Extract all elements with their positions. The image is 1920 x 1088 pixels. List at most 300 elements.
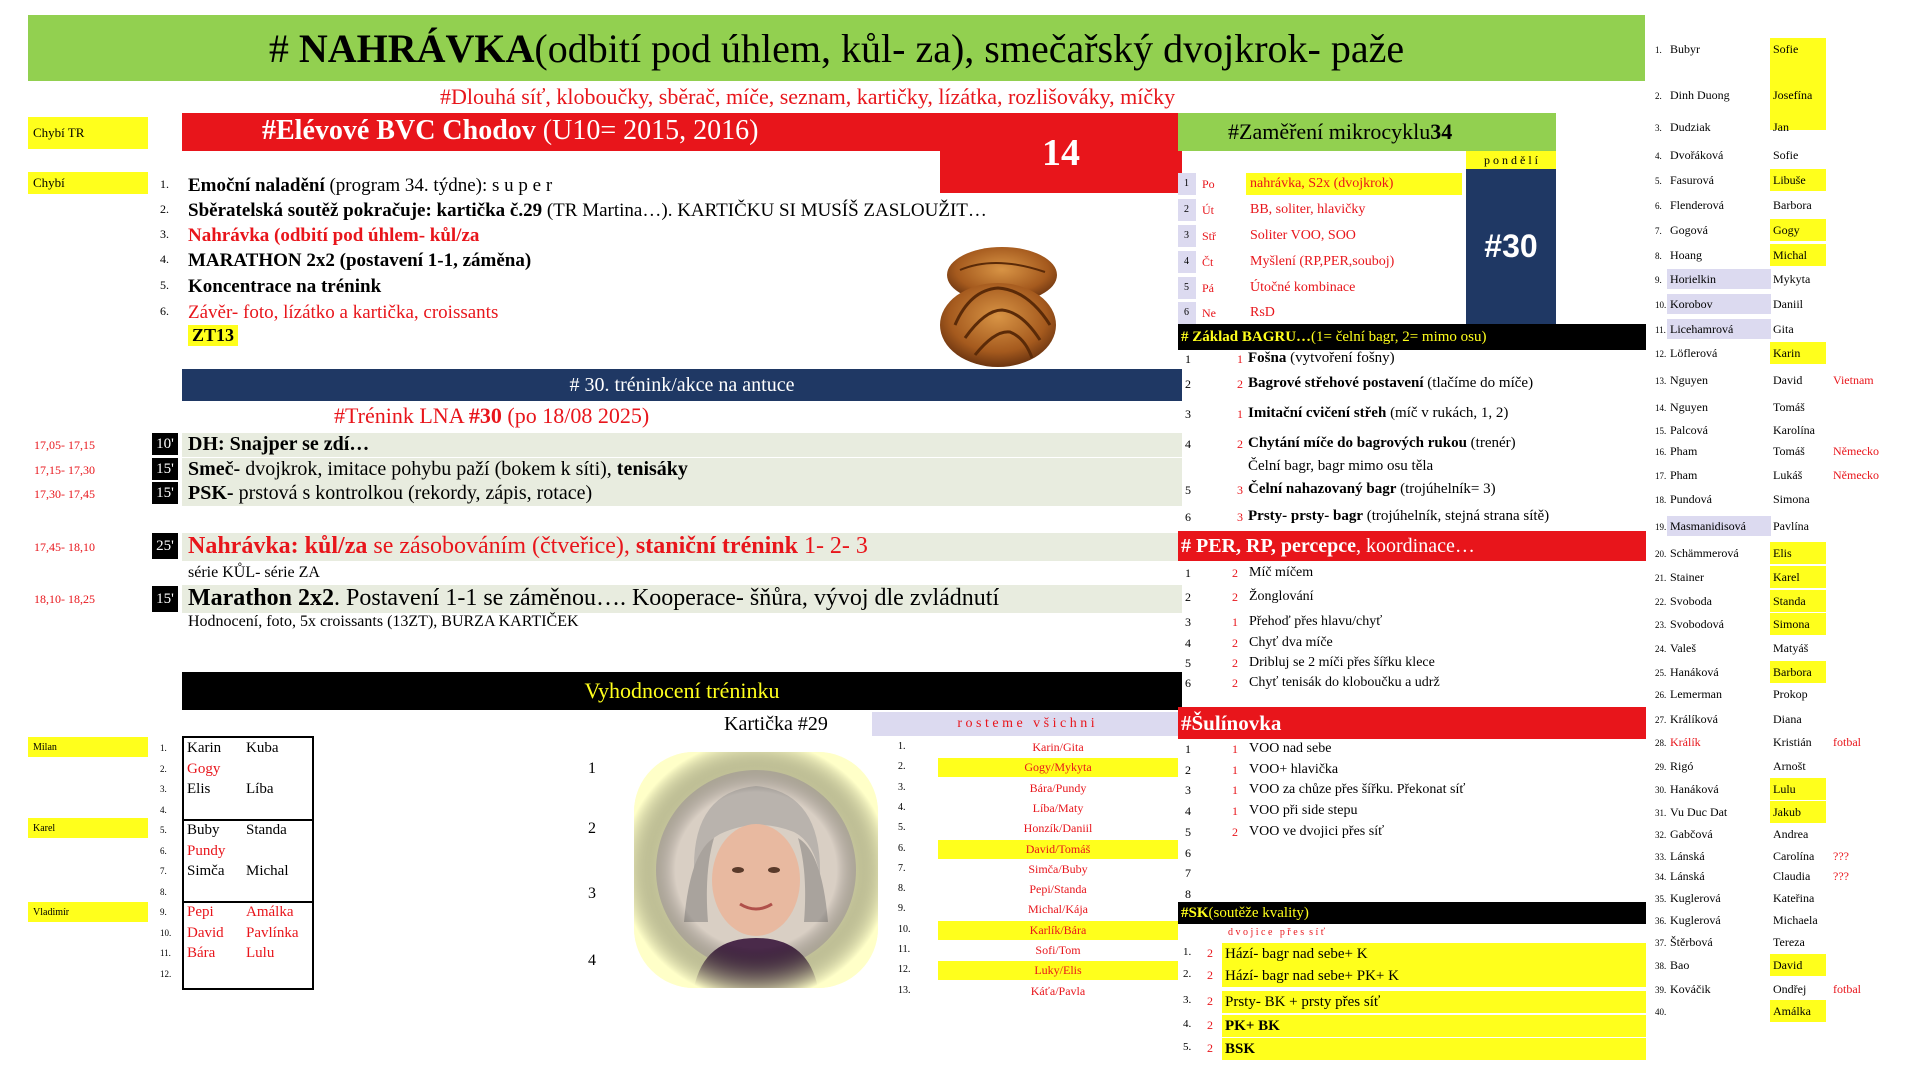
group-member: Lulu — [246, 945, 275, 961]
bagr-item — [1248, 375, 1533, 392]
roster-surname: Korobov — [1670, 297, 1713, 311]
roster-surname: Horielkin — [1670, 272, 1716, 286]
roster-number: 18. — [1655, 495, 1667, 505]
station-number: 3 — [588, 885, 596, 902]
schedule-text-bold: PSK- — [188, 482, 234, 504]
sk-number: 4. — [1183, 1018, 1192, 1030]
roster-firstname: Barbora — [1773, 665, 1812, 679]
roster-surname: Masmanidisová — [1670, 519, 1746, 533]
sk-kind: 2 — [1207, 994, 1213, 1008]
bagr-item-rest: (tlačíme do míče) — [1423, 375, 1534, 391]
roster-surname: Kuglerová — [1670, 913, 1721, 927]
sulinovka-item: VOO+ hlavička — [1249, 761, 1339, 777]
group-number: 5. — [160, 825, 167, 835]
group-member: Buby — [187, 822, 220, 838]
bagr-item — [1248, 481, 1496, 498]
schedule-time: 17,15- 17,30 — [34, 463, 95, 477]
sk-number: 1. — [1183, 946, 1192, 958]
station-number: 2 — [588, 820, 596, 837]
roster-surname: Kováčik — [1670, 982, 1711, 996]
group-number: 3. — [160, 784, 167, 794]
roster-note: ??? — [1833, 849, 1849, 863]
per-header: # PER, RP, percepce , koordinace… — [1178, 531, 1646, 561]
sulinovka-number: 2 — [1185, 762, 1191, 777]
roster-number: 28. — [1655, 738, 1667, 748]
program-item — [188, 225, 479, 247]
station-number: 1 — [588, 760, 596, 777]
roster-number: 34. — [1655, 872, 1667, 882]
schedule-text-bold: DH: Snajper se zdí… — [188, 433, 370, 455]
schedule-text — [188, 433, 369, 456]
roster-surname: Rigó — [1670, 759, 1694, 773]
roster-surname: Nguyen — [1670, 400, 1708, 414]
schedule-text-rest: prstová s kontrolkou (rekordy, zápis, rotace) — [233, 482, 593, 504]
sk-kind: 2 — [1207, 1041, 1213, 1055]
roster-firstname: Lulu — [1773, 782, 1796, 796]
mikro-day-number: 2 — [1184, 204, 1189, 215]
group-member: Amálka — [246, 904, 294, 920]
roster-note: Vietnam — [1833, 373, 1874, 387]
title-rest: (odbití pod úhlem, kůl- za), smečařský dvojkrok- paže — [534, 25, 1405, 71]
roster-firstname: Lukáš — [1773, 468, 1803, 482]
program-number: 4. — [160, 252, 169, 266]
bagr-number: 1 — [1185, 352, 1191, 366]
roster-number: 17. — [1655, 471, 1667, 481]
per-kind: 2 — [1232, 656, 1238, 670]
groups-divider-1 — [182, 819, 314, 821]
equipment-line: #Dlouhá síť, kloboučky, sběrač, míče, seznam, kartičky, lízátka, rozlišováky, míčky — [440, 84, 1176, 109]
rosteme-pair: Karin/Gita — [1032, 740, 1084, 754]
program-item-bold: Nahrávka (odbití pod úhlem- kůl/za — [188, 225, 480, 246]
roster-surname: Hoang — [1670, 248, 1702, 262]
per-number: 6 — [1185, 676, 1191, 690]
rosteme-pair: Gogy/Mykyta — [938, 758, 1178, 777]
roster-number: 22. — [1655, 597, 1667, 607]
bagr-kind: 1 — [1237, 352, 1243, 366]
roster-surname: Hanáková — [1670, 665, 1719, 679]
sulinovka-number: 5 — [1185, 824, 1191, 839]
sk-item: Prsty- BK + prsty přes síť — [1222, 991, 1646, 1013]
roster-number: 29. — [1655, 762, 1667, 772]
mikro-day-focus: Soliter VOO, SOO — [1250, 228, 1356, 243]
sulinovka-header: #Šulínovka — [1178, 707, 1646, 739]
roster-number: 26. — [1655, 690, 1667, 700]
group-member: Michal — [246, 863, 289, 879]
sk-item: BSK — [1222, 1038, 1646, 1060]
mikro-day-number: 5 — [1184, 282, 1189, 293]
rosteme-pair: Karlík/Bára — [938, 921, 1178, 940]
mikro-day-name: Čt — [1202, 255, 1214, 269]
schedule-time: 17,05- 17,15 — [34, 438, 95, 452]
group-member: David — [187, 924, 224, 941]
schedule-text-rest: dvojkrok, imitace pohybu paží (bokem k síti), — [240, 458, 617, 480]
croissant-image — [940, 230, 1065, 380]
rosteme-pair: Honzík/Daniil — [1023, 821, 1093, 836]
schedule-duration: 15' — [152, 458, 178, 480]
roster-firstname: Kateřina — [1773, 891, 1815, 905]
roster-firstname: Mykyta — [1773, 272, 1811, 286]
sk-item: Hází- bagr nad sebe+ PK+ K — [1222, 965, 1646, 987]
group-number: 11. — [160, 948, 171, 958]
roster-number: 19. — [1655, 522, 1667, 532]
group-number: 9. — [160, 907, 167, 917]
mikro-header: #Zaměření mikrocyklu 34 — [1178, 113, 1556, 151]
roster-surname: Lánská — [1670, 869, 1705, 883]
bagr-kind: 3 — [1237, 510, 1243, 524]
group-member: Pepi — [187, 904, 214, 920]
schedule-duration: 10' — [152, 433, 178, 455]
card-label: Kartička #29 — [724, 713, 828, 735]
roster-number: 31. — [1655, 808, 1667, 818]
sulinovka-number: 7 — [1185, 866, 1191, 881]
roster-note: fotbal — [1833, 735, 1861, 749]
roster-firstname: Elis — [1773, 546, 1792, 560]
roster-firstname: Pavlína — [1773, 519, 1809, 533]
mikro-day-name: Ne — [1202, 306, 1216, 320]
roster-number: 8. — [1655, 251, 1662, 261]
roster-firstname: Carolína — [1773, 849, 1815, 863]
sulinovka-number: 6 — [1185, 845, 1191, 860]
title-hash: # — [268, 25, 289, 71]
bagr-item-rest: (trojúhelník, stejná strana sítě) — [1362, 508, 1550, 524]
schedule-text-bold: Smeč- — [188, 458, 241, 480]
program-item — [188, 200, 987, 222]
rosteme-number: 3. — [898, 781, 906, 793]
per-item: Dribluj se 2 míči přes šířku klece — [1249, 655, 1435, 670]
schedule-time: 17,30- 17,45 — [34, 487, 95, 501]
bagr-item-bold: Fošna — [1248, 350, 1287, 366]
rosteme-number: 13. — [898, 984, 911, 996]
sulinovka-item: VOO nad sebe — [1249, 741, 1332, 756]
rosteme-number: 7. — [898, 862, 906, 874]
program-number: 1. — [160, 177, 169, 191]
group-member: Pavlínka — [246, 924, 299, 941]
bagr-number: 6 — [1185, 510, 1191, 524]
roster-firstname: Tomáš — [1773, 444, 1805, 458]
per-number: 1 — [1185, 566, 1191, 580]
rosteme-number: 5. — [898, 822, 906, 834]
bagr-item-rest: Čelní bagr, bagr mimo osu těla — [1248, 458, 1434, 474]
bagr-item — [1248, 458, 1433, 475]
sk-sub: d v o j i c e p ř e s s í ť — [1228, 927, 1326, 938]
roster-surname: Hanáková — [1670, 782, 1719, 796]
roster-firstname: Diana — [1773, 712, 1802, 726]
roster-number: 4. — [1655, 151, 1662, 161]
roster-firstname: Sofie — [1773, 42, 1799, 56]
per-item: Chyť dva míče — [1249, 635, 1333, 650]
rosteme-header: r o s t e m e v š i c h n i — [872, 712, 1180, 736]
sulinovka-item: VOO při side stepu — [1249, 803, 1358, 819]
mikro-day-number: 4 — [1184, 256, 1189, 267]
sulinovka-kind: 1 — [1232, 742, 1238, 756]
roster-firstname: Michaela — [1773, 913, 1818, 927]
group-number: 6. — [160, 845, 167, 856]
bagr-item — [1248, 350, 1395, 367]
sulinovka-number: 4 — [1185, 804, 1191, 819]
roster-surname: Löflerová — [1670, 346, 1718, 360]
mikro-day-name: Stř — [1202, 229, 1217, 243]
mikro-day-name: Út — [1202, 203, 1214, 217]
roster-firstname: Andrea — [1773, 827, 1809, 841]
roster-surname: Gabčová — [1670, 827, 1713, 841]
mikro-day-name: Po — [1202, 177, 1215, 191]
bagr-header: # Základ BAGRU… (1= čelní bagr, 2= mimo osu) — [1178, 324, 1646, 350]
roster-firstname: Sofie — [1773, 148, 1799, 162]
roster-number: 20. — [1655, 549, 1667, 559]
group-member: Gogy — [187, 760, 221, 777]
bagr-kind: 2 — [1237, 437, 1243, 451]
per-number: 5 — [1185, 656, 1191, 670]
per-item: Chyť tenisák do kloboučku a udrž — [1249, 675, 1440, 690]
sulinovka-number: 3 — [1185, 783, 1191, 798]
roster-number: 9. — [1655, 275, 1662, 285]
note-milan: Milan — [28, 737, 148, 757]
rosteme-number: 6. — [898, 842, 906, 854]
lna-heading: #Trénink LNA #30 (po 18/08 2025) — [334, 403, 650, 428]
roster-firstname: Simona — [1773, 617, 1810, 631]
nahravka-time: 17,45- 18,10 — [34, 540, 95, 554]
roster-number: 21. — [1655, 573, 1667, 583]
roster-firstname: Libuše — [1773, 173, 1806, 187]
roster-surname: Pham — [1670, 444, 1698, 458]
roster-surname: Svoboda — [1670, 594, 1712, 608]
title-bold: NAHRÁVKA — [298, 25, 535, 71]
sk-kind: 2 — [1207, 1018, 1213, 1032]
roster-surname: Pundová — [1670, 492, 1712, 506]
roster-surname: Nguyen — [1670, 373, 1708, 387]
schedule-text-tail: tenisáky — [616, 458, 688, 480]
roster-number: 15. — [1655, 426, 1667, 436]
nahravka-sub: série KŮL- série ZA — [188, 564, 320, 581]
group-number: 8. — [160, 886, 167, 897]
roster-firstname: David — [1773, 373, 1803, 387]
per-number: 4 — [1185, 636, 1191, 650]
roster-firstname: Daniil — [1773, 297, 1803, 311]
sk-number: 2. — [1183, 968, 1192, 980]
bagr-item-bold: Chytání míče do bagrových rukou — [1248, 435, 1467, 451]
roster-firstname: Karel — [1773, 570, 1800, 584]
marathon-text: Marathon 2x2. Postavení 1-1 se záměnou…. Kooperace- šňůra, vývoj dle zvládnutí — [188, 585, 1000, 611]
roster-surname: Fasurová — [1670, 173, 1714, 187]
group-member: Pundy — [187, 842, 226, 859]
roster-surname: Stainer — [1670, 570, 1704, 584]
sulinovka-number: 8 — [1185, 886, 1191, 901]
nahravka-text: Nahrávka: kůl/za se zásobováním (čtveřice), staniční trénink 1- 2- 3 — [188, 533, 868, 559]
roster-firstname: Kristián — [1773, 735, 1812, 749]
sk-number: 3. — [1183, 994, 1192, 1006]
program-number: 2. — [160, 202, 169, 216]
program-item — [188, 250, 531, 272]
roster-note: ??? — [1833, 869, 1849, 883]
group-number: 4. — [160, 804, 167, 815]
program-item — [188, 175, 552, 197]
roster-surname: Schämmerová — [1670, 546, 1739, 560]
roster-firstname: Josefína — [1773, 88, 1813, 102]
rosteme-pair: Bára/Pundy — [1029, 780, 1087, 795]
rosteme-number: 2. — [898, 761, 906, 773]
per-item: Přehoď přes hlavu/chyť — [1249, 614, 1383, 629]
rosteme-number: 4. — [898, 801, 906, 813]
bagr-item — [1248, 508, 1549, 525]
roster-number: 32. — [1655, 830, 1667, 840]
mikro-day-focus: Útočné kombinace — [1250, 280, 1356, 295]
roster-number: 13. — [1655, 376, 1667, 386]
bagr-number: 3 — [1185, 407, 1191, 421]
roster-number: 10. — [1655, 300, 1667, 310]
roster-surname: Gogová — [1670, 223, 1708, 237]
bagr-item-bold: Bagrové střehové postavení — [1248, 375, 1424, 391]
program-item-bold: Koncentrace na trénink — [188, 276, 382, 297]
roster-number: 23. — [1655, 620, 1667, 630]
mikro-day-focus: RsD — [1250, 305, 1275, 320]
sk-kind: 2 — [1207, 968, 1213, 982]
sulinovka-kind: 1 — [1232, 804, 1238, 819]
note-chybi: Chybí — [28, 172, 148, 194]
program-item-rest: Závěr- foto, lízátko a kartička, croissants — [188, 302, 499, 323]
group-title: #Elévové BVC Chodov (U10= 2015, 2016) — [262, 115, 759, 146]
roster-number: 37. — [1655, 938, 1667, 948]
page-title — [28, 15, 1645, 81]
group-number: 1. — [160, 743, 167, 753]
roster-number: 40. — [1655, 1007, 1667, 1017]
station-number: 4 — [588, 952, 596, 969]
bagr-item-bold: Čelní nahazovaný bagr — [1248, 481, 1397, 497]
roster-number: 7. — [1655, 226, 1662, 236]
bagr-item-rest: (míč v rukách, 1, 2) — [1386, 405, 1509, 421]
bagr-item-rest: (trenér) — [1466, 435, 1516, 451]
roster-number: 2. — [1655, 91, 1662, 101]
program-number: 3. — [160, 227, 169, 241]
schedule-duration: 15' — [152, 482, 178, 504]
per-kind: 1 — [1232, 615, 1238, 629]
rosteme-number: 11. — [898, 944, 911, 955]
mikro-day-number: 3 — [1184, 230, 1189, 241]
rosteme-number: 10. — [898, 923, 911, 935]
mikro-big-box: #30 — [1466, 169, 1556, 324]
program-item-bold: Emoční naladění — [188, 175, 325, 196]
note-vladimir: Vladimír — [28, 902, 148, 922]
roster-firstname: Ondřej — [1773, 982, 1807, 996]
per-kind: 2 — [1232, 636, 1238, 650]
group-member: Simča — [187, 863, 225, 879]
bagr-item — [1248, 405, 1508, 422]
roster-surname: Dinh Duong — [1670, 88, 1730, 102]
roster-firstname: Simona — [1773, 492, 1810, 506]
roster-firstname: Gita — [1773, 322, 1794, 336]
per-number: 3 — [1185, 615, 1191, 629]
per-number: 2 — [1185, 590, 1191, 604]
roster-number: 38. — [1655, 961, 1667, 971]
roster-firstname: Gogy — [1773, 223, 1800, 237]
bagr-item — [1248, 435, 1516, 452]
rosteme-pair: Káťa/Pavla — [1030, 983, 1086, 998]
group-count-box — [940, 113, 1182, 193]
roster-number: 25. — [1655, 668, 1667, 678]
program-item — [188, 276, 381, 298]
sulinovka-number: 1 — [1185, 742, 1191, 756]
roster-firstname: Jan — [1773, 120, 1789, 134]
bagr-kind: 3 — [1237, 483, 1243, 497]
roster-number: 27. — [1655, 715, 1667, 725]
bagr-number: 5 — [1185, 483, 1191, 497]
group-member: Líba — [246, 781, 274, 797]
sk-item: Hází- bagr nad sebe+ K — [1222, 943, 1646, 965]
group-count: 14 — [1042, 132, 1080, 174]
roster-number: 30. — [1655, 785, 1667, 795]
roster-firstname: David — [1773, 958, 1803, 972]
roster-surname: Valeš — [1670, 641, 1696, 655]
roster-number: 33. — [1655, 852, 1667, 862]
mikro-day-number: 1 — [1184, 178, 1189, 189]
rosteme-pair: Simča/Buby — [1028, 861, 1088, 876]
roster-surname: Lánská — [1670, 849, 1705, 863]
sulinovka-item: VOO za chůze přes šířku. Překonat síť — [1249, 782, 1466, 798]
per-kind: 2 — [1232, 590, 1238, 604]
per-kind: 2 — [1232, 676, 1238, 690]
roster-surname: Licehamrová — [1670, 322, 1734, 336]
roster-number: 6. — [1655, 201, 1662, 211]
nahravka-duration: 25' — [152, 533, 178, 559]
sk-number: 5. — [1183, 1041, 1192, 1053]
note-chybi-tr: Chybí TR — [28, 117, 148, 149]
roster-surname: Svobodová — [1670, 617, 1724, 631]
antuka-bar: # 30. trénink/akce na antuce — [182, 369, 1182, 401]
rosteme-number: 9. — [898, 903, 906, 915]
roster-surname: Bao — [1670, 958, 1690, 972]
group-member: Bára — [187, 945, 216, 961]
mikro-day-focus: BB, soliter, hlavičky — [1250, 202, 1366, 217]
roster-surname: Bubyr — [1670, 42, 1700, 56]
rosteme-pair: Luky/Elis — [938, 961, 1178, 980]
schedule-text — [188, 458, 688, 481]
program-item-rest: (TR Martina…). KARTIČKU SI MUSÍŠ ZASLOUŽIT… — [542, 200, 987, 221]
program-number: 6. — [160, 304, 169, 318]
roster-firstname: Arnošt — [1773, 759, 1806, 773]
sk-header: #SK (soutěže kvality) — [1178, 902, 1646, 924]
roster-surname: Lemerman — [1670, 687, 1722, 701]
roster-surname: Vu Duc Dat — [1670, 805, 1728, 819]
sulinovka-kind: 1 — [1232, 783, 1238, 798]
program-item — [188, 302, 498, 324]
mikro-day-number: 6 — [1184, 307, 1189, 318]
program-item-bold: Sběratelská soutěž pokračuje: kartička č.29 — [188, 200, 543, 221]
program-number: 5. — [160, 278, 169, 292]
sulinovka-kind: 1 — [1232, 762, 1238, 777]
rosteme-pair: Michal/Kája — [1028, 902, 1088, 917]
program-item-bold: MARATHON 2x2 (postavení 1-1, záměna) — [188, 250, 532, 271]
roster-firstname: Michal — [1773, 248, 1807, 262]
roster-number: 5. — [1655, 176, 1662, 186]
bagr-number: 4 — [1185, 437, 1191, 451]
roster-number: 24. — [1655, 644, 1667, 654]
bagr-item-rest: (trojúhelník= 3) — [1396, 481, 1496, 497]
schedule-text — [188, 482, 592, 505]
bagr-item-bold: Prsty- prsty- bagr — [1248, 508, 1363, 524]
sulinovka-item: VOO ve dvojici přes síť — [1249, 823, 1385, 839]
roster-number: 35. — [1655, 894, 1667, 904]
roster-surname: Palcová — [1670, 423, 1708, 437]
sulinovka-kind: 2 — [1232, 824, 1238, 839]
note-karel: Karel — [28, 818, 148, 838]
roster-number: 12. — [1655, 349, 1667, 359]
marathon-sub: Hodnocení, foto, 5x croissants (13ZT), BURZA KARTIČEK — [188, 613, 579, 630]
rosteme-pair: Pepi/Standa — [1029, 882, 1087, 897]
roster-number: 36. — [1655, 916, 1667, 926]
roster-firstname: Barbora — [1773, 198, 1812, 212]
group-member: Kuba — [246, 740, 279, 756]
marathon-time: 18,10- 18,25 — [34, 592, 95, 606]
roster-surname: Štěrbová — [1670, 935, 1713, 949]
